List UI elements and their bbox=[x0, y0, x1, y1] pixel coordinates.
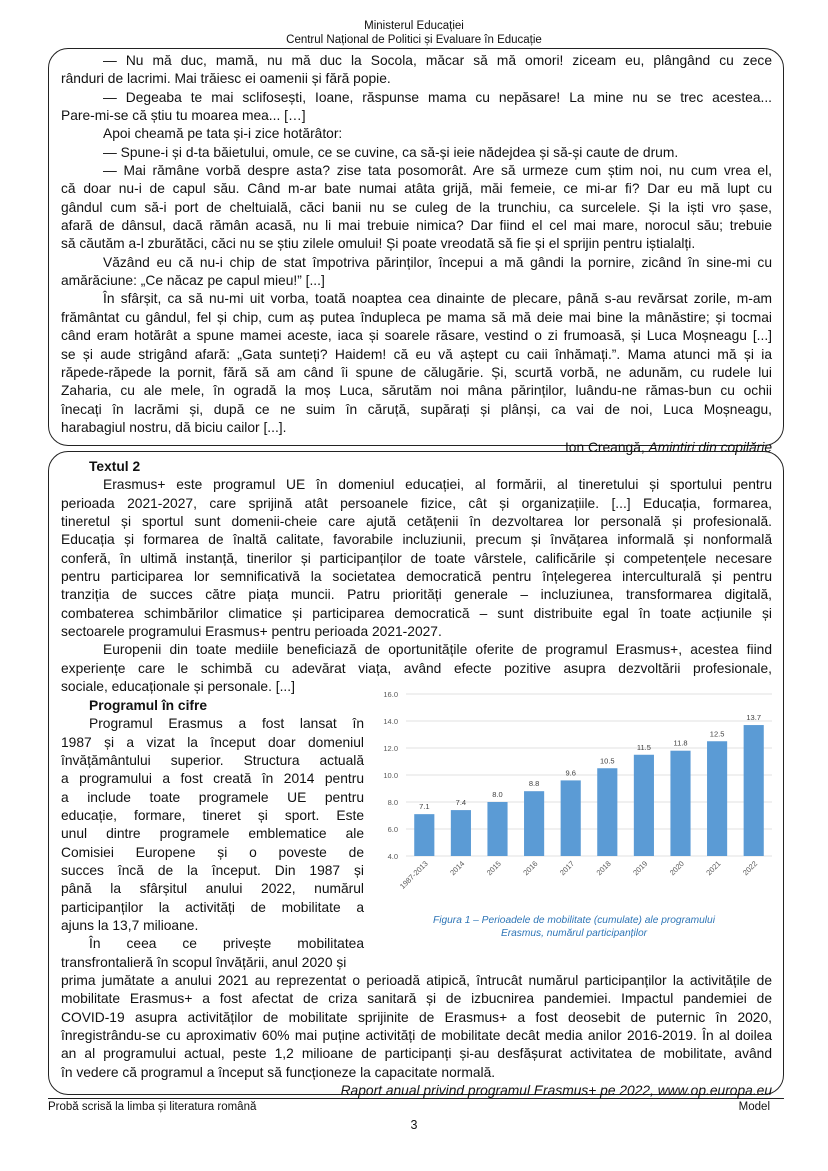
text-line: participanților la activități de mobilitate a bbox=[61, 899, 364, 915]
text-line: mobilitate Erasmus+ a fost afectat de criza sanitară și de izbucnirea pandemiei. Impactul pandemiei de bbox=[61, 991, 772, 1007]
text-line: conferă, în ultimă instanță, tinerilor și participanților de toate vârstele, calificările și competențele necesare bbox=[61, 550, 772, 566]
text-line: sectoarele programului Erasmus+ pentru perioada 2021-2027. bbox=[61, 624, 442, 640]
text-line: — Spune-i și d-ta băietului, omule, ce se cuvine, ca să-și ieie nădejdea și să-și caute de drum. bbox=[103, 144, 679, 160]
text2-source: Raport anual privind programul Erasmus+ pe 2022, www.op.europa.eu bbox=[340, 1083, 772, 1099]
text-line: se și aude strigând afară: „Gata sunteți? Haidem! că eu vă aștept cu caii înhămați.”. Mama atunci mă și ia bbox=[61, 346, 772, 362]
text-line: an al programului actual, peste 1,2 milioane de participanți și-au desfășurat activitatea de mobilitate, având bbox=[61, 1046, 772, 1062]
y-tick-label: 4.0 bbox=[387, 852, 398, 861]
subtitle: Programul în cifre bbox=[89, 698, 208, 713]
bar bbox=[451, 810, 471, 856]
text-line: educație, formare, tineret și sport. Este bbox=[61, 808, 364, 824]
bar bbox=[670, 751, 690, 856]
bar bbox=[744, 725, 764, 856]
footer-rule bbox=[48, 1098, 784, 1099]
text-line: înecați în lacrămi și, după ce ne suim în căruță, supărați și plânși, ca vai de noi, Luca Moșneagu, bbox=[61, 401, 772, 417]
x-tick-label: 2017 bbox=[557, 859, 577, 878]
data-label: 13.7 bbox=[746, 713, 762, 723]
data-label: 7.1 bbox=[419, 802, 430, 812]
footer-left: Probă scrisă la limba și literatura română bbox=[48, 1101, 257, 1113]
y-tick-label: 6.0 bbox=[387, 825, 398, 834]
footer-right: Model bbox=[738, 1101, 770, 1113]
text-line: a include toate programele UE pentru bbox=[61, 789, 364, 805]
text2-top bbox=[61, 458, 772, 696]
data-label: 10.5 bbox=[599, 756, 615, 766]
text-line: Erasmus+ este programul UE în domeniul educației, al formării, al tineretului și sportului pentru bbox=[103, 477, 772, 493]
text-line: Zaharia, cu ale mele, în ogradă la moș Luca, sărutăm noi mâna părinților, luându-ne rămas-bun cu ochii bbox=[61, 383, 772, 399]
text-line: 1987 și a vizat la început doar domeniul bbox=[61, 734, 364, 750]
bar bbox=[597, 768, 617, 856]
text-line: amărăciune: „Ce năcaz pe capul mieu!” [...] bbox=[61, 273, 325, 289]
text-line: Apoi cheamă pe tata și-i zice hotărâtor: bbox=[103, 126, 343, 142]
text-line: gândul cum să-i port de cheltuială, căci banii nu se culeg de la trunchiu, ca surcelele. Și la iști vro șase, bbox=[61, 199, 772, 215]
text-line: rânduri de lacrimi. Mai trăiesc ei oamenii și fără popie. bbox=[61, 71, 391, 87]
data-label: 11.8 bbox=[673, 738, 688, 748]
text-line: COVID-19 asupra activităților de mobilitate sprijinite de Erasmus+ a fost deosebit de puternic în 2020, bbox=[61, 1009, 772, 1025]
mobility-bar-chart bbox=[364, 686, 784, 914]
text-line: afară de dânsul, dacă rămân acasă, nu li mai trebuie nimica? Dar fiind el cel mai mare, norocul său; trebuie bbox=[61, 218, 772, 234]
text-line: succes încă de la început. Din 1987 și bbox=[61, 863, 364, 879]
y-tick-label: 16.0 bbox=[383, 690, 398, 699]
text2-bottom bbox=[61, 972, 772, 1100]
text-line: tineretul și sportul sunt domenii-cheie care ajută cetățenii în dezvoltarea lor personală și profesională. bbox=[61, 514, 772, 530]
text-line: În ceea ce privește mobilitatea bbox=[89, 936, 364, 952]
text-line: pentru participarea lor semnificativă la societatea democratică pentru înțelegerea interculturală și pentru bbox=[61, 569, 772, 585]
y-tick-label: 8.0 bbox=[387, 798, 398, 807]
figure-caption-line: Figura 1 – Perioadele de mobilitate (cumulate) ale programului bbox=[432, 915, 715, 926]
data-label: 7.4 bbox=[455, 798, 467, 808]
text-line: tranziția de succes către piața muncii. Patru priorități generale – incluziunea, transformarea digitală, bbox=[61, 587, 772, 603]
y-tick-label: 14.0 bbox=[383, 717, 398, 726]
x-tick-label: 1987-2013 bbox=[397, 859, 430, 891]
x-tick-label: 2019 bbox=[631, 859, 650, 878]
x-tick-label: 2022 bbox=[740, 859, 760, 878]
text-line: Europenii din toate mediile beneficiază de oportunitățile oferite de programul Erasmus+, acestea fiind bbox=[103, 642, 772, 658]
text-line: că doar nu-i de capul său. Când m-ar bate numai atâta grijă, măi femeie, ce mi-ar fi? Dar eu mă lupt cu bbox=[61, 181, 772, 197]
bar bbox=[414, 814, 434, 856]
x-tick-label: 2020 bbox=[667, 859, 686, 878]
figure-caption-line: Erasmus, numărul participanților bbox=[500, 928, 648, 939]
data-label: 8.0 bbox=[492, 790, 503, 799]
x-tick-label: 2015 bbox=[484, 859, 503, 878]
text-line: unul dintre programele emblematice ale bbox=[61, 826, 364, 842]
text-line: răpede-răpede la pornit, fără să am când îi spune de călugărie. Și, scurtă vorbă, ne adunăm, cu rudele lui bbox=[61, 364, 772, 380]
text-line: până la sfârșitul anului 2022, numărul bbox=[61, 881, 364, 897]
text-line: ajuns la 13,7 milioane. bbox=[61, 918, 199, 934]
text-line: Educația și formarea de înaltă calitate, favorabile incluziunii, precum și învățarea informală și nonformală bbox=[61, 532, 772, 548]
text-line: În sfârșit, ca să nu-mi uit vorba, toată noaptea cea dinainte de plecare, până s-au revărsat zorile, m-am bbox=[103, 291, 772, 307]
text-line: în vedere că programul a început să funcționeze la capacitate normală. bbox=[61, 1064, 496, 1080]
text1-body bbox=[61, 52, 772, 458]
text-line: experiențe care le schimbă cu adevărat viața, având efecte pozitive asupra dezvoltării profesionale, bbox=[61, 660, 772, 676]
header-ministry: Ministerul Educației bbox=[364, 20, 464, 32]
figure-caption bbox=[364, 914, 784, 940]
y-tick-label: 10.0 bbox=[383, 771, 398, 780]
x-tick-label: 2021 bbox=[704, 859, 723, 878]
text-line: Pare-mi-se că știu tu moarea mea... […] bbox=[61, 108, 306, 124]
data-label: 8.8 bbox=[528, 779, 540, 789]
bar bbox=[634, 755, 654, 856]
text-line: sociale, educaționale și personale. [...] bbox=[61, 679, 295, 695]
text-line: să căutăm a-l zburătăci, căci nu se știu zilele omului! Și poate vreodată să fie și el sprijin pentru iștialalți. bbox=[61, 236, 696, 252]
text-line: combaterea schimbărilor climatice și participarea democratică – sunt distribuite egal în toate acțiunile și bbox=[61, 605, 772, 621]
text-line: transfrontalieră în scopul învățării, anul 2020 și bbox=[61, 954, 347, 970]
text-line: înregistrându-se cu aproximativ 60% mai puține activități de mobilitate decât media anilor 2016-2019. În al doilea bbox=[61, 1028, 772, 1044]
text-line: Comisiei Europene și o poveste de bbox=[61, 844, 364, 860]
x-tick-label: 2014 bbox=[448, 859, 467, 878]
text-line: când eram hotărât a spune mamei aceste, iaca și soarele răsare, vestind o zi frumoasă, și Luca Moșneagu [...] bbox=[61, 328, 772, 344]
bar bbox=[561, 780, 581, 856]
text-line: Văzând eu că nu-i chip de stat împotriva părinților, începui a mă gândi la pornire, zicând în sine-mi cu bbox=[103, 254, 772, 270]
bar bbox=[487, 802, 507, 856]
author: Ion Creangă, bbox=[564, 440, 649, 456]
text2-left-column bbox=[61, 697, 364, 972]
bar bbox=[707, 741, 727, 856]
page-number: 3 bbox=[410, 1118, 418, 1132]
data-label: 12.5 bbox=[709, 729, 725, 739]
text-line: — Nu mă duc, mamă, nu mă duc la Socola, măcar să mă omori! ziceam eu, plângând cu zece bbox=[103, 53, 772, 68]
data-label: 11.5 bbox=[636, 742, 651, 752]
text-line: prima jumătate a anului 2021 au reprezentat o perioadă atipică, întrucât numărul participanților la activitățile de bbox=[61, 973, 772, 988]
y-tick-label: 12.0 bbox=[383, 744, 398, 753]
text-line: — Mai rămâne vorbă despre asta? zise tata posomorât. Are să urmeze cum știm noi, nu cum vrea el, bbox=[103, 163, 772, 179]
text-line: perioada 2021-2027, care sprijină atât persoanele fizice, cât și organizațiile. [...] Educația, formarea, bbox=[61, 495, 772, 511]
x-tick-label: 2018 bbox=[594, 859, 613, 878]
work-title: Amintiri din copilărie bbox=[648, 440, 772, 456]
text-line: harabagiul nostru, dă biciu cailor [...]. bbox=[61, 419, 287, 435]
text-line: — Degeaba te mai sclifosești, Ioane, răspunse mama cu nepăsare! La mine nu se trec acestea... bbox=[103, 89, 772, 105]
text-line: învățământului superior. Structura actuală bbox=[61, 753, 364, 769]
header-center: Centrul Național de Politici și Evaluare în Educație bbox=[286, 34, 542, 46]
text-line: Programul Erasmus a fost lansat în bbox=[89, 716, 364, 732]
data-label: 9.6 bbox=[565, 768, 576, 778]
text2-title: Textul 2 bbox=[89, 459, 141, 474]
text-line: frământat cu gândul, fel și chip, cum aș putea îndupleca pe mama să mă deie mai bine la mânăstire; și tocmai bbox=[61, 309, 772, 325]
bar bbox=[524, 791, 544, 856]
x-tick-label: 2016 bbox=[521, 859, 540, 878]
text-line: a programului a fost creată în 2014 pentru bbox=[61, 771, 364, 787]
